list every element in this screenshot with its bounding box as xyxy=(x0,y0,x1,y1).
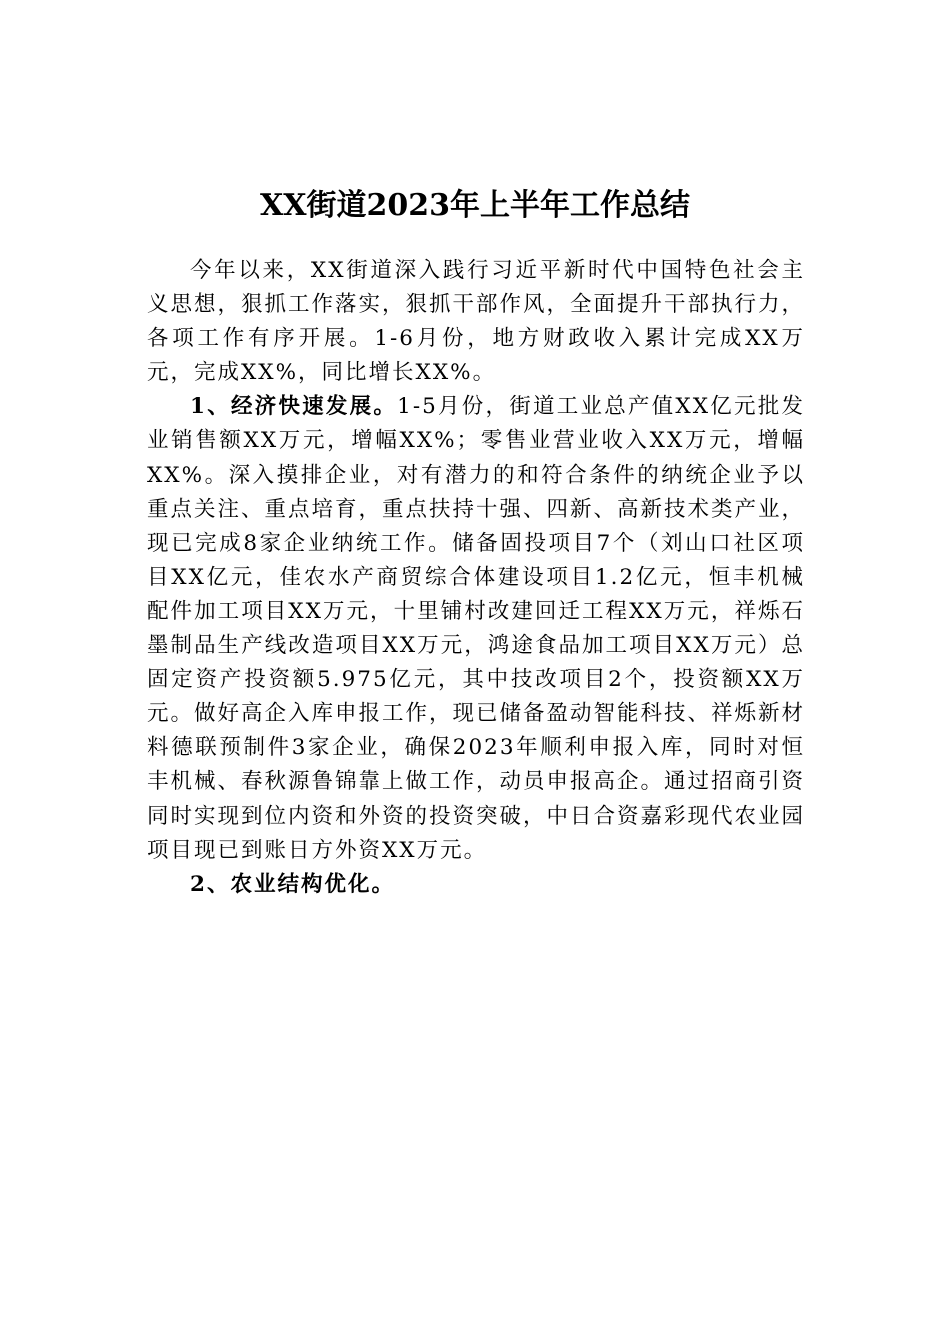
document-body xyxy=(147,254,805,902)
paragraph-heading: 1、经济快速发展。 xyxy=(190,394,398,420)
document-title: XX街道2023年上半年工作总结 xyxy=(259,188,691,224)
paragraph-text: 1-5月份，街道工业总产值XX亿元批发业销售额XX万元，增幅XX%；零售业营业收入XX万元，增幅XX%。深入摸排企业，对有潜力的和符合条件的纳统企业予以重点关注、重点培育，重点扶持十强、四新、高新技术类产业，现已完成8家企业纳统工作。储备固投项目7个（刘山口社区项目XX亿元，佳农水产商贸综合体建设项目1.2亿元，恒丰机械配件加工项目XX万元，十里铺村改建回迁工程XX万元，祥烁石墨制品生产线改造项目XX万元，鸿途食品加工项目XX万元）总固定资产投资额5.975亿元，其中技改项目2个，投资额XX万元。做好高企入库申报工作，现已储备盈动智能科技、祥烁新材料德联预制件3家企业，确保2023年顺利申报入库，同时对恒丰机械、春秋源鲁锦靠上做工作，动员申报高企。通过招商引资同时实现到位内资和外资的投资突破，中日合资嘉彩现代农业园项目现已到账日方外资XX万元。 xyxy=(147,394,806,863)
paragraph-text: 今年以来，XX街道深入践行习近平新时代中国特色社会主义思想，狠抓工作落实，狠抓干部作风，全面提升干部执行力，各项工作有序开展。1-6月份，地方财政收入累计完成XX万元，完成XX%，同比增长XX%。 xyxy=(147,258,806,386)
paragraph-intro xyxy=(147,254,805,390)
paragraph-heading: 2、农业结构优化。 xyxy=(190,871,395,897)
paragraph-agriculture xyxy=(147,868,805,902)
paragraph-economy xyxy=(147,390,805,867)
